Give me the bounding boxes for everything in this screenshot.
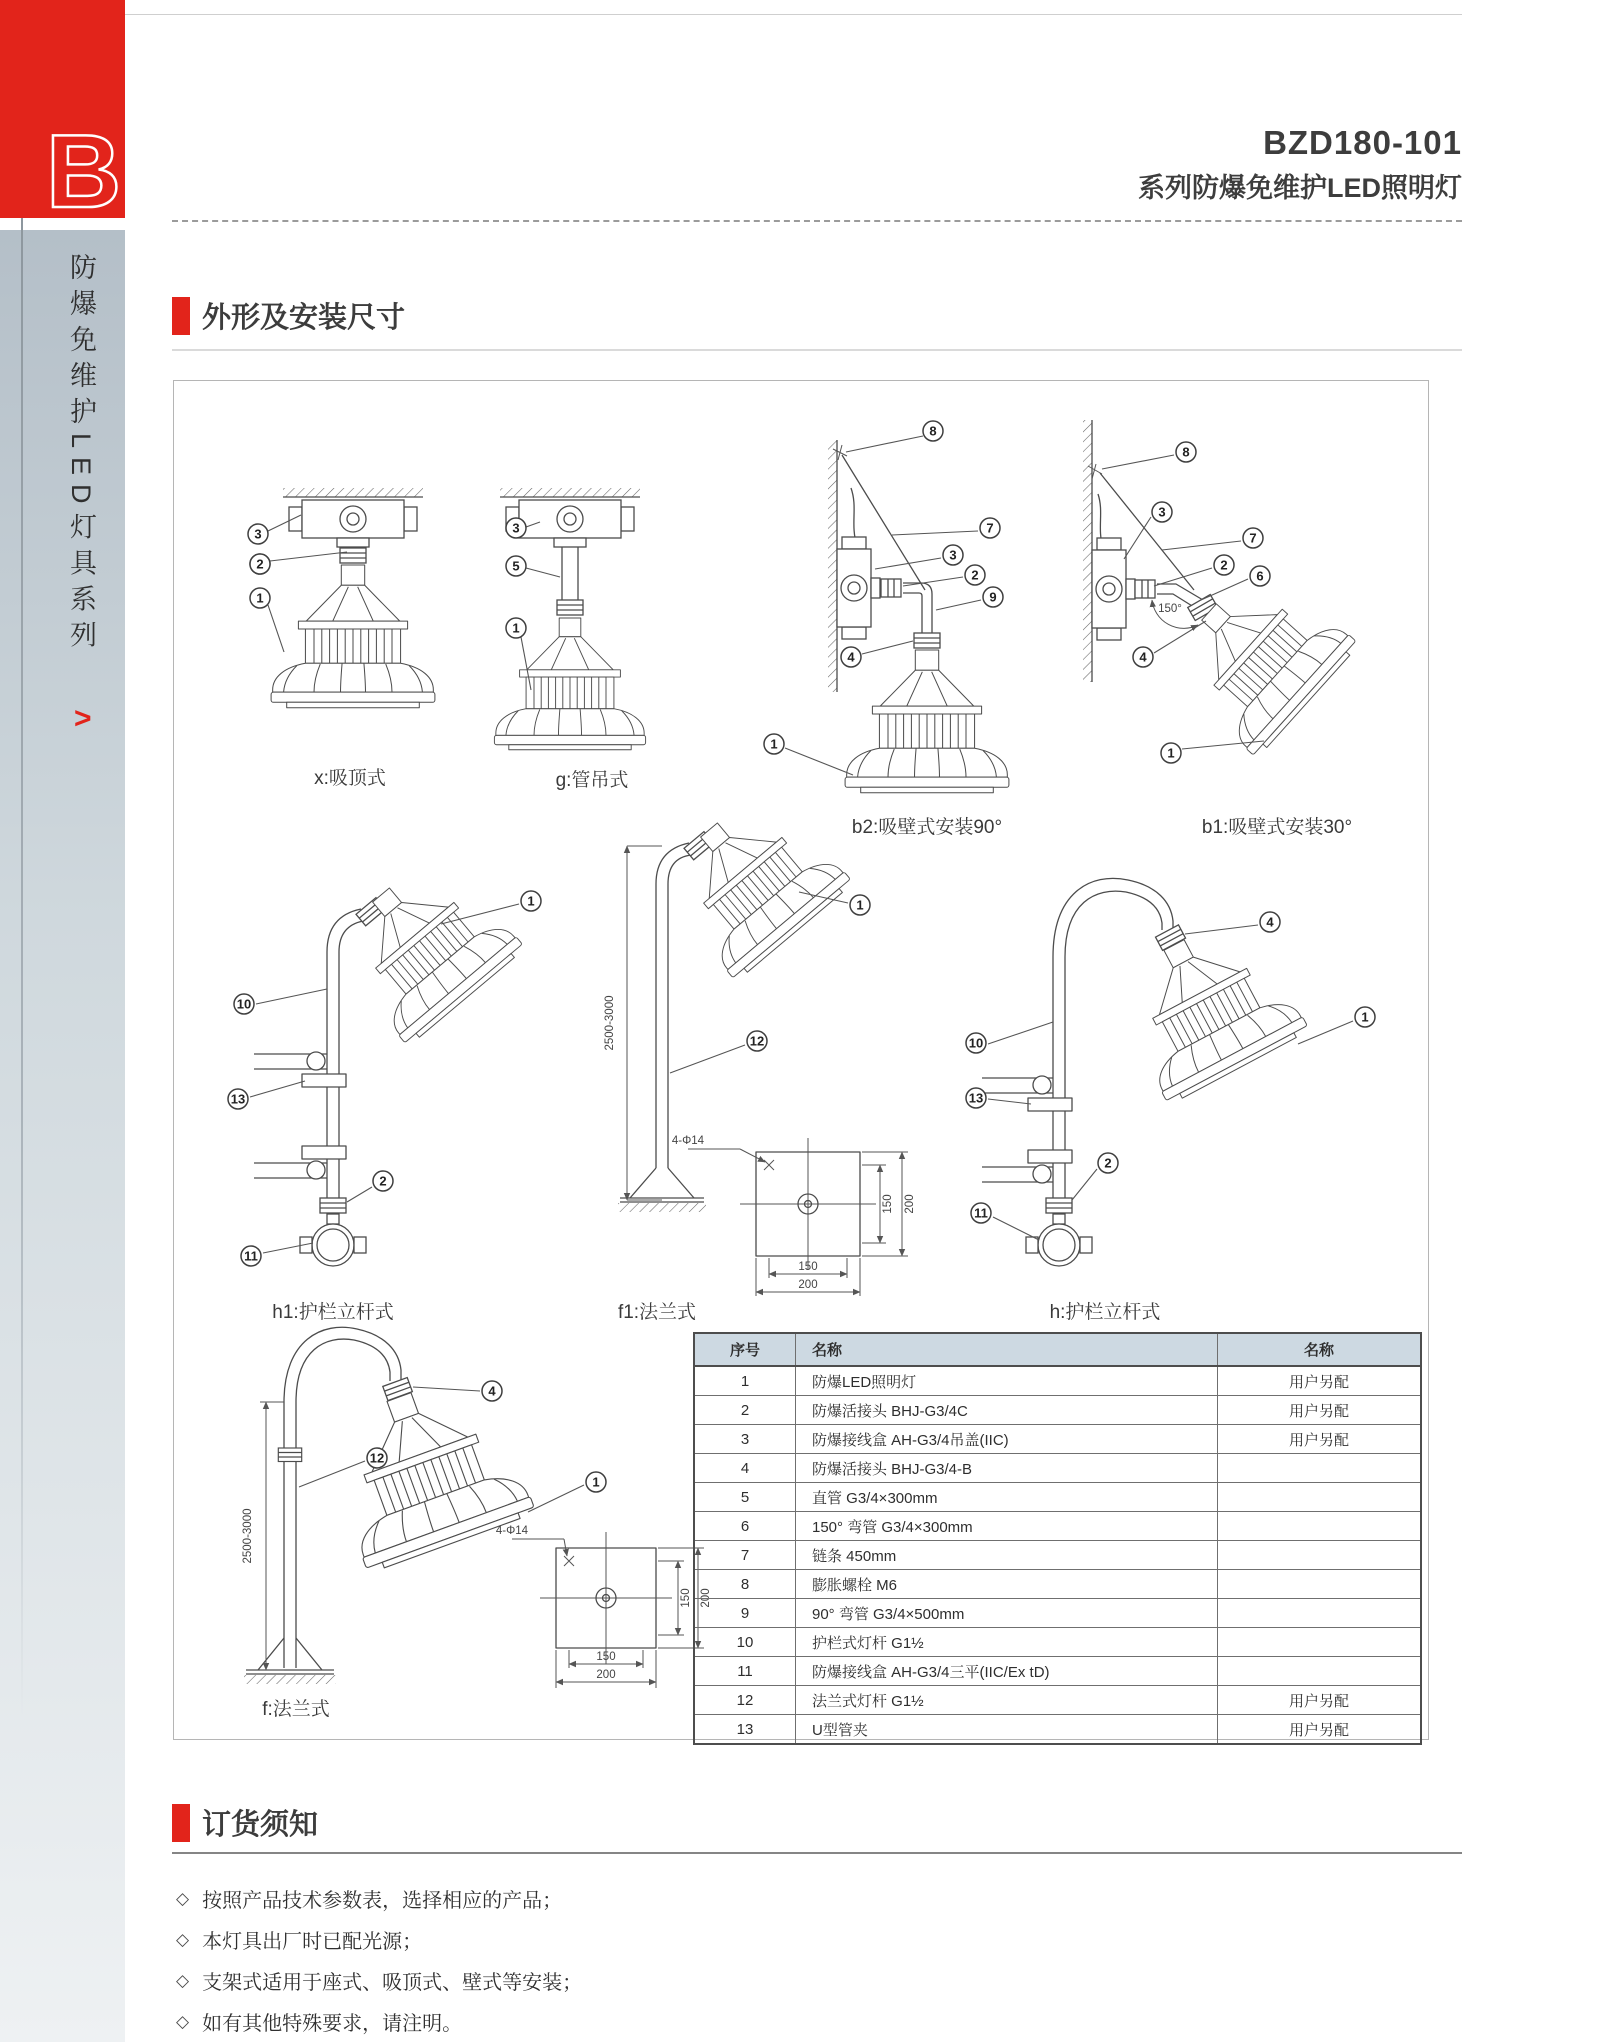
sidebar-divider xyxy=(21,218,23,1718)
table-cell: 6 xyxy=(694,1512,796,1541)
table-cell: 防爆接线盒 AH-G3/4吊盖(IIC) xyxy=(796,1425,1218,1454)
table-row xyxy=(694,1628,1421,1657)
table-cell: 4 xyxy=(694,1454,796,1483)
svg-text:2: 2 xyxy=(256,556,264,572)
svg-text:200: 200 xyxy=(700,1588,712,1608)
table-row xyxy=(694,1425,1421,1454)
svg-text:1: 1 xyxy=(527,893,535,909)
table-cell: 9 xyxy=(694,1599,796,1628)
list-item xyxy=(176,1960,1326,2001)
table-cell: 用户另配 xyxy=(1218,1425,1422,1454)
table-row xyxy=(694,1570,1421,1599)
table-cell: 法兰式灯杆 G1½ xyxy=(796,1686,1218,1715)
table-row xyxy=(694,1366,1421,1396)
holes-dim: 4-Φ14 xyxy=(671,1135,705,1147)
table-row xyxy=(694,1512,1421,1541)
table-cell: 3 xyxy=(694,1425,796,1454)
diagram-f-flange-pole xyxy=(242,1327,712,1720)
table-cell: 护栏式灯杆 G1½ xyxy=(796,1628,1218,1657)
diagram-label: f:法兰式 xyxy=(262,1699,330,1720)
table-cell: 13 xyxy=(694,1715,796,1745)
svg-text:200: 200 xyxy=(904,1194,916,1214)
table-cell: 用户另配 xyxy=(1218,1366,1422,1396)
table-cell xyxy=(1218,1454,1422,1483)
model-title: BZD180-101 xyxy=(1263,124,1462,161)
diamond-icon: ◇ xyxy=(176,2011,190,2031)
note-text: 如有其他特殊要求，请注明。 xyxy=(202,2013,463,2035)
section-title-ordering: 订货须知 xyxy=(202,1809,319,1841)
svg-text:6: 6 xyxy=(1256,568,1264,584)
table-row xyxy=(694,1396,1421,1425)
svg-text:10: 10 xyxy=(236,996,252,1012)
svg-text:12: 12 xyxy=(369,1450,385,1466)
svg-text:5: 5 xyxy=(512,558,520,574)
svg-text:4: 4 xyxy=(488,1383,496,1399)
table-cell: 7 xyxy=(694,1541,796,1570)
diagram-b2-wall-mount-90 xyxy=(764,421,1009,838)
col-header-index: 序号 xyxy=(694,1333,796,1366)
col-header-remark: 名称 xyxy=(1218,1333,1422,1366)
svg-text:3: 3 xyxy=(512,520,520,536)
diamond-icon: ◇ xyxy=(176,1970,190,1990)
diagram-g-pipe-mount xyxy=(494,488,645,791)
table-cell: 链条 450mm xyxy=(796,1541,1218,1570)
parts-table xyxy=(693,1332,1422,1745)
height-dim: 2500-3000 xyxy=(604,995,616,1051)
table-cell: 直管 G3/4×300mm xyxy=(796,1483,1218,1512)
col-header-name: 名称 xyxy=(796,1333,1218,1366)
svg-text:1: 1 xyxy=(256,590,264,606)
svg-text:13: 13 xyxy=(968,1090,984,1106)
svg-text:1: 1 xyxy=(512,620,520,636)
svg-text:4: 4 xyxy=(1266,914,1274,930)
height-dim: 2500-3000 xyxy=(242,1508,254,1564)
table-header-row xyxy=(694,1333,1421,1366)
svg-text:2: 2 xyxy=(971,567,979,583)
svg-text:3: 3 xyxy=(949,547,957,563)
list-item xyxy=(176,1878,1326,1919)
table-cell xyxy=(1218,1512,1422,1541)
table-row xyxy=(694,1599,1421,1628)
table-cell: U型管夹 xyxy=(796,1715,1218,1745)
holes-dim: 4-Φ14 xyxy=(495,1525,529,1537)
svg-text:150: 150 xyxy=(596,1651,616,1663)
table-row xyxy=(694,1541,1421,1570)
svg-text:7: 7 xyxy=(1249,530,1257,546)
diamond-icon: ◇ xyxy=(176,1929,190,1949)
table-cell xyxy=(1218,1599,1422,1628)
table-cell: 用户另配 xyxy=(1218,1715,1422,1745)
svg-text:2: 2 xyxy=(379,1173,387,1189)
svg-text:11: 11 xyxy=(974,1205,988,1221)
svg-text:4: 4 xyxy=(1139,649,1147,665)
table-cell xyxy=(1218,1570,1422,1599)
top-rule xyxy=(125,14,1462,15)
section-title-dimensions: 外形及安装尺寸 xyxy=(202,302,406,334)
svg-text:150: 150 xyxy=(798,1261,818,1273)
table-cell: 12 xyxy=(694,1686,796,1715)
svg-text:150: 150 xyxy=(680,1588,692,1608)
svg-text:1: 1 xyxy=(856,897,864,913)
svg-text:200: 200 xyxy=(798,1279,818,1291)
svg-text:1: 1 xyxy=(1167,745,1175,761)
svg-text:2: 2 xyxy=(1104,1155,1112,1171)
brand-letter: B xyxy=(46,114,122,218)
table-cell xyxy=(1218,1541,1422,1570)
table-row xyxy=(694,1686,1421,1715)
svg-text:2: 2 xyxy=(1220,557,1228,573)
note-text: 按照产品技术参数表，选择相应的产品； xyxy=(202,1890,563,1912)
sidebar-series-label: 防爆免维护LED灯具系列 xyxy=(66,253,96,657)
svg-text:12: 12 xyxy=(749,1033,765,1049)
page-header xyxy=(862,124,1462,205)
parts-table-body xyxy=(694,1366,1421,1744)
table-cell: 防爆活接头 BHJ-G3/4C xyxy=(796,1396,1218,1425)
svg-text:7: 7 xyxy=(986,520,994,536)
note-text: 本灯具出厂时已配光源； xyxy=(202,1931,423,1953)
svg-text:3: 3 xyxy=(1158,504,1166,520)
table-cell: 防爆活接头 BHJ-G3/4-B xyxy=(796,1454,1218,1483)
table-cell xyxy=(1218,1628,1422,1657)
diamond-icon: ◇ xyxy=(176,1888,190,1908)
dashed-rule xyxy=(172,220,1462,222)
svg-text:13: 13 xyxy=(230,1091,246,1107)
svg-text:1: 1 xyxy=(1361,1009,1369,1025)
svg-text:1: 1 xyxy=(592,1474,600,1490)
diagram-label: b1:吸壁式安装30° xyxy=(1201,817,1353,838)
section-rule-dark xyxy=(172,1852,1462,1854)
svg-text:9: 9 xyxy=(989,589,997,605)
svg-text:10: 10 xyxy=(968,1035,984,1051)
diagram-h-guardrail-pole xyxy=(966,878,1375,1323)
diagram-label: f1:法兰式 xyxy=(617,1302,697,1323)
svg-text:11: 11 xyxy=(244,1248,258,1264)
table-cell: 膨胀螺栓 M6 xyxy=(796,1570,1218,1599)
table-cell: 防爆接线盒 AH-G3/4三平(IIC/Ex tD) xyxy=(796,1657,1218,1686)
table-cell: 1 xyxy=(694,1366,796,1396)
table-row xyxy=(694,1454,1421,1483)
svg-text:200: 200 xyxy=(596,1669,616,1681)
diagram-label: h1:护栏立杆式 xyxy=(272,1302,394,1323)
table-cell xyxy=(1218,1657,1422,1686)
section-rule xyxy=(172,349,1462,351)
svg-text:8: 8 xyxy=(929,423,937,439)
diagram-f1-flange-pole xyxy=(604,781,916,1323)
brand-block xyxy=(0,0,125,218)
svg-text:1: 1 xyxy=(770,736,778,752)
table-cell: 2 xyxy=(694,1396,796,1425)
model-subtitle: 系列防爆免维护LED照明灯 xyxy=(1138,173,1462,203)
angle-dim: 150° xyxy=(1158,603,1182,615)
table-cell: 10 xyxy=(694,1628,796,1657)
diagram-h1-guardrail-pole xyxy=(228,846,541,1323)
table-row xyxy=(694,1657,1421,1686)
diagram-x-ceiling-mount xyxy=(248,488,435,789)
note-text: 支架式适用于座式、吸顶式、壁式等安装； xyxy=(202,1972,583,1994)
table-row xyxy=(694,1483,1421,1512)
table-cell: 用户另配 xyxy=(1218,1686,1422,1715)
table-cell: 150° 弯管 G3/4×300mm xyxy=(796,1512,1218,1541)
list-item xyxy=(176,1919,1326,1960)
section-accent-bar xyxy=(172,297,190,335)
table-cell: 11 xyxy=(694,1657,796,1686)
svg-text:3: 3 xyxy=(254,526,262,542)
diagram-b1-wall-mount-30 xyxy=(1083,420,1360,838)
section-accent-bar xyxy=(172,1804,190,1842)
svg-text:150: 150 xyxy=(882,1194,894,1214)
ordering-notes-list xyxy=(176,1878,1326,2042)
table-cell: 5 xyxy=(694,1483,796,1512)
table-cell: 防爆LED照明灯 xyxy=(796,1366,1218,1396)
svg-text:8: 8 xyxy=(1182,444,1190,460)
table-cell: 8 xyxy=(694,1570,796,1599)
list-item xyxy=(176,2001,1326,2042)
diagram-label: h:护栏立杆式 xyxy=(1049,1302,1161,1323)
svg-text:4: 4 xyxy=(847,649,855,665)
diagram-label: x:吸顶式 xyxy=(314,768,386,789)
table-cell: 用户另配 xyxy=(1218,1396,1422,1425)
sidebar-arrow-icon: > xyxy=(74,702,92,735)
diagram-label: b2:吸壁式安装90° xyxy=(851,817,1003,838)
diagram-label: g:管吊式 xyxy=(555,770,629,791)
table-cell xyxy=(1218,1483,1422,1512)
table-row xyxy=(694,1715,1421,1745)
table-cell: 90° 弯管 G3/4×500mm xyxy=(796,1599,1218,1628)
